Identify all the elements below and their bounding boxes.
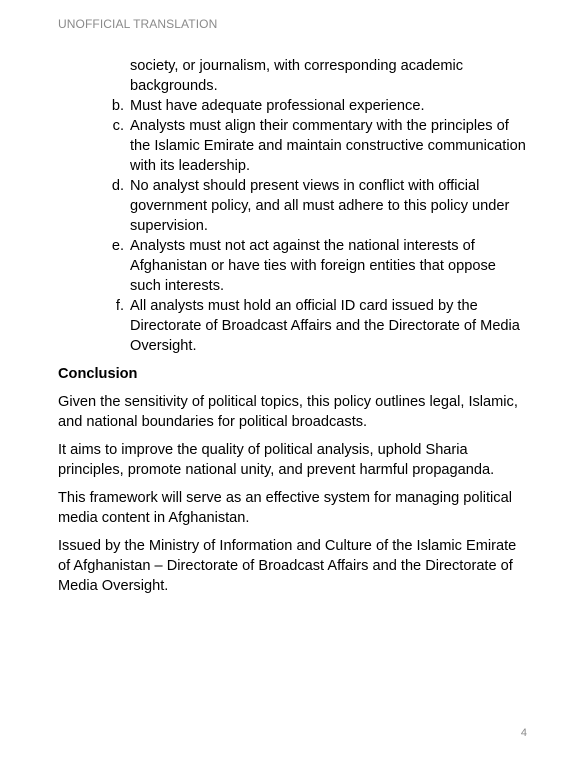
translation-header: UNOFFICIAL TRANSLATION: [58, 17, 218, 31]
list-item: [58, 96, 528, 116]
list-item-text: Analysts must align their commentary with the principles of the Islamic Emirate and maintain constructive communication with its leadership.: [130, 118, 526, 174]
list-marker: f.: [115, 298, 124, 314]
conclusion-paragraph: This framework will serve as an effective system for managing political media content in Afghanistan.: [58, 490, 512, 526]
list-item: [58, 116, 528, 176]
list-item-text: Analysts must not act against the national interests of Afghanistan or have ties with foreign entities that oppose such interests.: [130, 238, 496, 294]
issuer-statement: Issued by the Ministry of Information and Culture of the Islamic Emirate of Afghanistan – Directorate of Broadcast Affairs and the Directorate of Media Oversight.: [58, 538, 517, 594]
conclusion-paragraph: Given the sensitivity of political topics, this policy outlines legal, Islamic, and national boundaries for political broadcasts.: [58, 394, 518, 430]
list-item-text: Must have adequate professional experience.: [130, 98, 425, 114]
list-marker: b.: [111, 98, 124, 114]
page-number: 4: [520, 727, 527, 739]
list-item: [58, 176, 528, 236]
list-marker: d.: [111, 178, 124, 194]
document-body: [58, 56, 528, 596]
list-item-a-continuation: society, or journalism, with corresponding academic backgrounds.: [130, 58, 464, 94]
list-marker: e.: [111, 238, 124, 254]
list-item: [58, 296, 528, 356]
conclusion-paragraph: It aims to improve the quality of political analysis, uphold Sharia principles, promote national unity, and prevent harmful propaganda.: [58, 442, 495, 478]
conclusion-heading: Conclusion: [58, 366, 138, 382]
list-marker: c.: [112, 118, 124, 134]
list-item: [58, 236, 528, 296]
list-item-text: No analyst should present views in conflict with official government policy, and all must adhere to this policy under supervision.: [130, 178, 510, 234]
list-item-text: All analysts must hold an official ID card issued by the Directorate of Broadcast Affairs and the Directorate of Media Oversight.: [130, 298, 520, 354]
